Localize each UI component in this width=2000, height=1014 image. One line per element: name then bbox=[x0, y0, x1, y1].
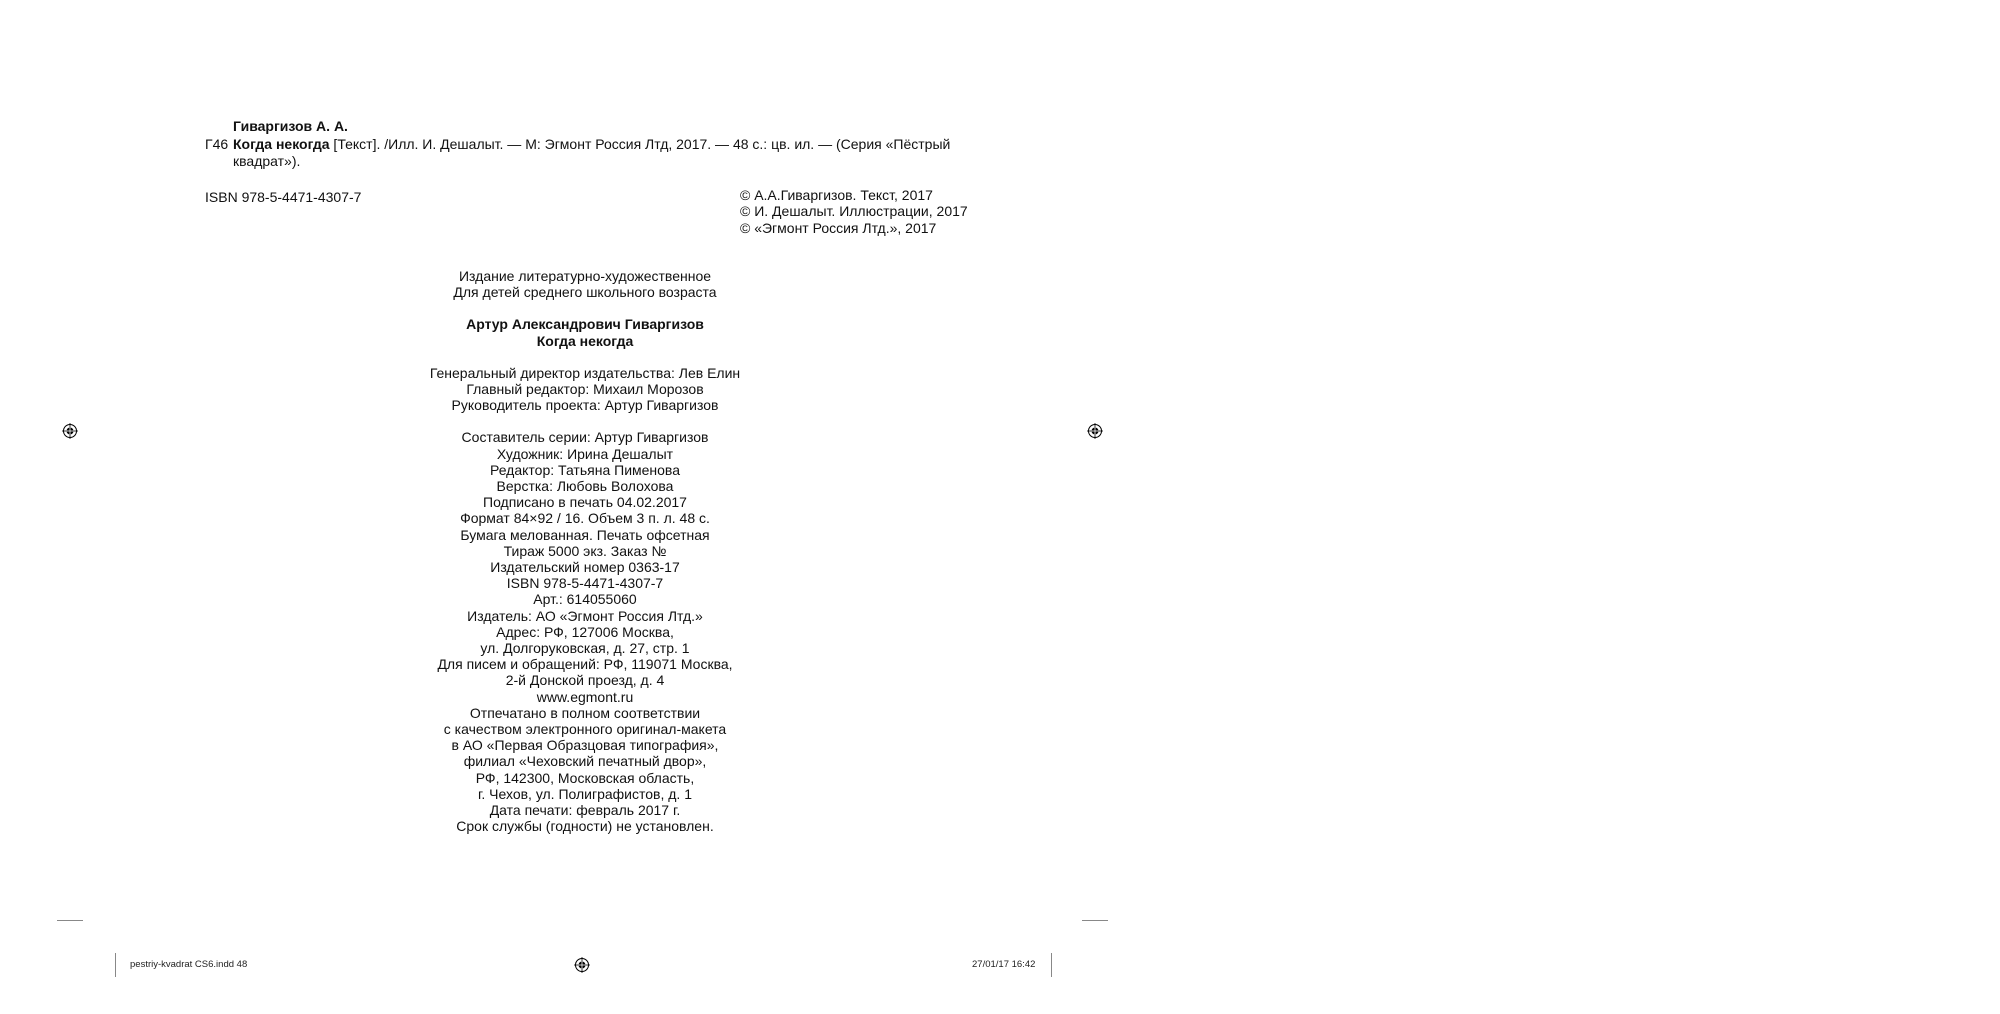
imprint-detail: Издательский номер 0363-17 bbox=[490, 559, 680, 576]
imprint-book-title: Когда некогда bbox=[536, 332, 634, 349]
catalog-title: Когда некогда bbox=[233, 136, 330, 152]
imprint-detail: ул. Долгоруковская, д. 27, стр. 1 bbox=[480, 640, 690, 657]
catalog-index-code: Г46 bbox=[205, 136, 229, 152]
imprint-block bbox=[385, 268, 785, 835]
imprint-detail: Для писем и обращений: РФ, 119071 Москва, bbox=[437, 656, 733, 673]
imprint-detail: Издатель: АО «Эгмонт Россия Лтд.» bbox=[467, 607, 703, 624]
imprint-detail: РФ, 142300, Московская область, bbox=[475, 769, 695, 786]
imprint-detail: Редактор: Татьяна Пименова bbox=[489, 461, 681, 478]
imprint-detail: Срок службы (годности) не установлен. bbox=[456, 818, 714, 835]
slug-file-info: pestriy-kvadrat CS6.indd 48 bbox=[130, 959, 248, 970]
imprint-detail: с качеством электронного оригинал-макета bbox=[443, 721, 727, 738]
catalog-description-line bbox=[233, 136, 950, 153]
registration-mark-icon bbox=[1087, 423, 1103, 439]
crop-mark bbox=[115, 953, 116, 977]
imprint-detail: Формат 84×92 / 16. Объем 3 п. л. 48 с. bbox=[460, 510, 710, 527]
imprint-detail: Адрес: РФ, 127006 Москва, bbox=[496, 623, 674, 640]
imprint-genre-1: Издание литературно-художественное bbox=[458, 268, 712, 284]
imprint-detail: Отпечатано в полном соответствии bbox=[469, 704, 701, 721]
imprint-genre-2: Для детей среднего школьного возраста bbox=[453, 284, 717, 301]
imprint-detail: Бумага мелованная. Печать офсетная bbox=[460, 526, 710, 543]
imprint-detail: г. Чехов, ул. Полиграфистов, д. 1 bbox=[477, 785, 692, 802]
catalog-description: [Текст]. /Илл. И. Дешалыт. — М: Эгмонт Россия Лтд, 2017. — 48 с.: цв. ил. — (Серия «Пёстрый bbox=[329, 136, 951, 152]
catalog-author: Гиваргизов А. А. bbox=[233, 118, 348, 134]
imprint-detail: 2-й Донской проезд, д. 4 bbox=[505, 672, 665, 689]
imprint-detail: ISBN 978-5-4471-4307-7 bbox=[506, 575, 664, 592]
imprint-detail: www.egmont.ru bbox=[536, 688, 634, 705]
imprint-detail: Арт.: 614055060 bbox=[533, 591, 637, 608]
slug-timestamp: 27/01/17 16:42 bbox=[972, 959, 1036, 970]
imprint-detail: Тираж 5000 экз. Заказ № bbox=[503, 542, 667, 559]
registration-mark-icon bbox=[574, 957, 590, 973]
crop-mark bbox=[1082, 920, 1108, 921]
catalog-isbn: ISBN 978-5-4471-4307-7 bbox=[205, 189, 362, 205]
imprint-detail: Составитель серии: Артур Гиваргизов bbox=[461, 429, 709, 446]
imprint-detail: Дата печати: февраль 2017 г. bbox=[489, 802, 681, 819]
copyright-1: © А.А.Гиваргизов. Текст, 2017 bbox=[740, 187, 933, 203]
catalog-description-cont: квадрат»). bbox=[233, 153, 301, 169]
imprint-detail: в АО «Первая Образцовая типография», bbox=[451, 737, 719, 754]
imprint-detail: Художник: Ирина Дешалыт bbox=[496, 445, 674, 462]
crop-mark bbox=[1051, 953, 1052, 977]
crop-mark bbox=[57, 920, 83, 921]
imprint-detail: филиал «Чеховский печатный двор», bbox=[463, 753, 707, 770]
imprint-staff-1: Генеральный директор издательства: Лев Елин bbox=[429, 364, 741, 381]
imprint-staff-3: Руководитель проекта: Артур Гиваргизов bbox=[451, 397, 719, 414]
copyright-2: © И. Дешалыт. Иллюстрации, 2017 bbox=[740, 203, 968, 219]
registration-mark-icon bbox=[62, 423, 78, 439]
imprint-staff-2: Главный редактор: Михаил Морозов bbox=[466, 381, 704, 398]
imprint-detail: Подписано в печать 04.02.2017 bbox=[483, 494, 687, 511]
imprint-book-author: Артур Александрович Гиваргизов bbox=[466, 316, 704, 333]
copyright-3: © «Эгмонт Россия Лтд.», 2017 bbox=[740, 220, 937, 236]
imprint-detail: Верстка: Любовь Волохова bbox=[496, 478, 674, 495]
